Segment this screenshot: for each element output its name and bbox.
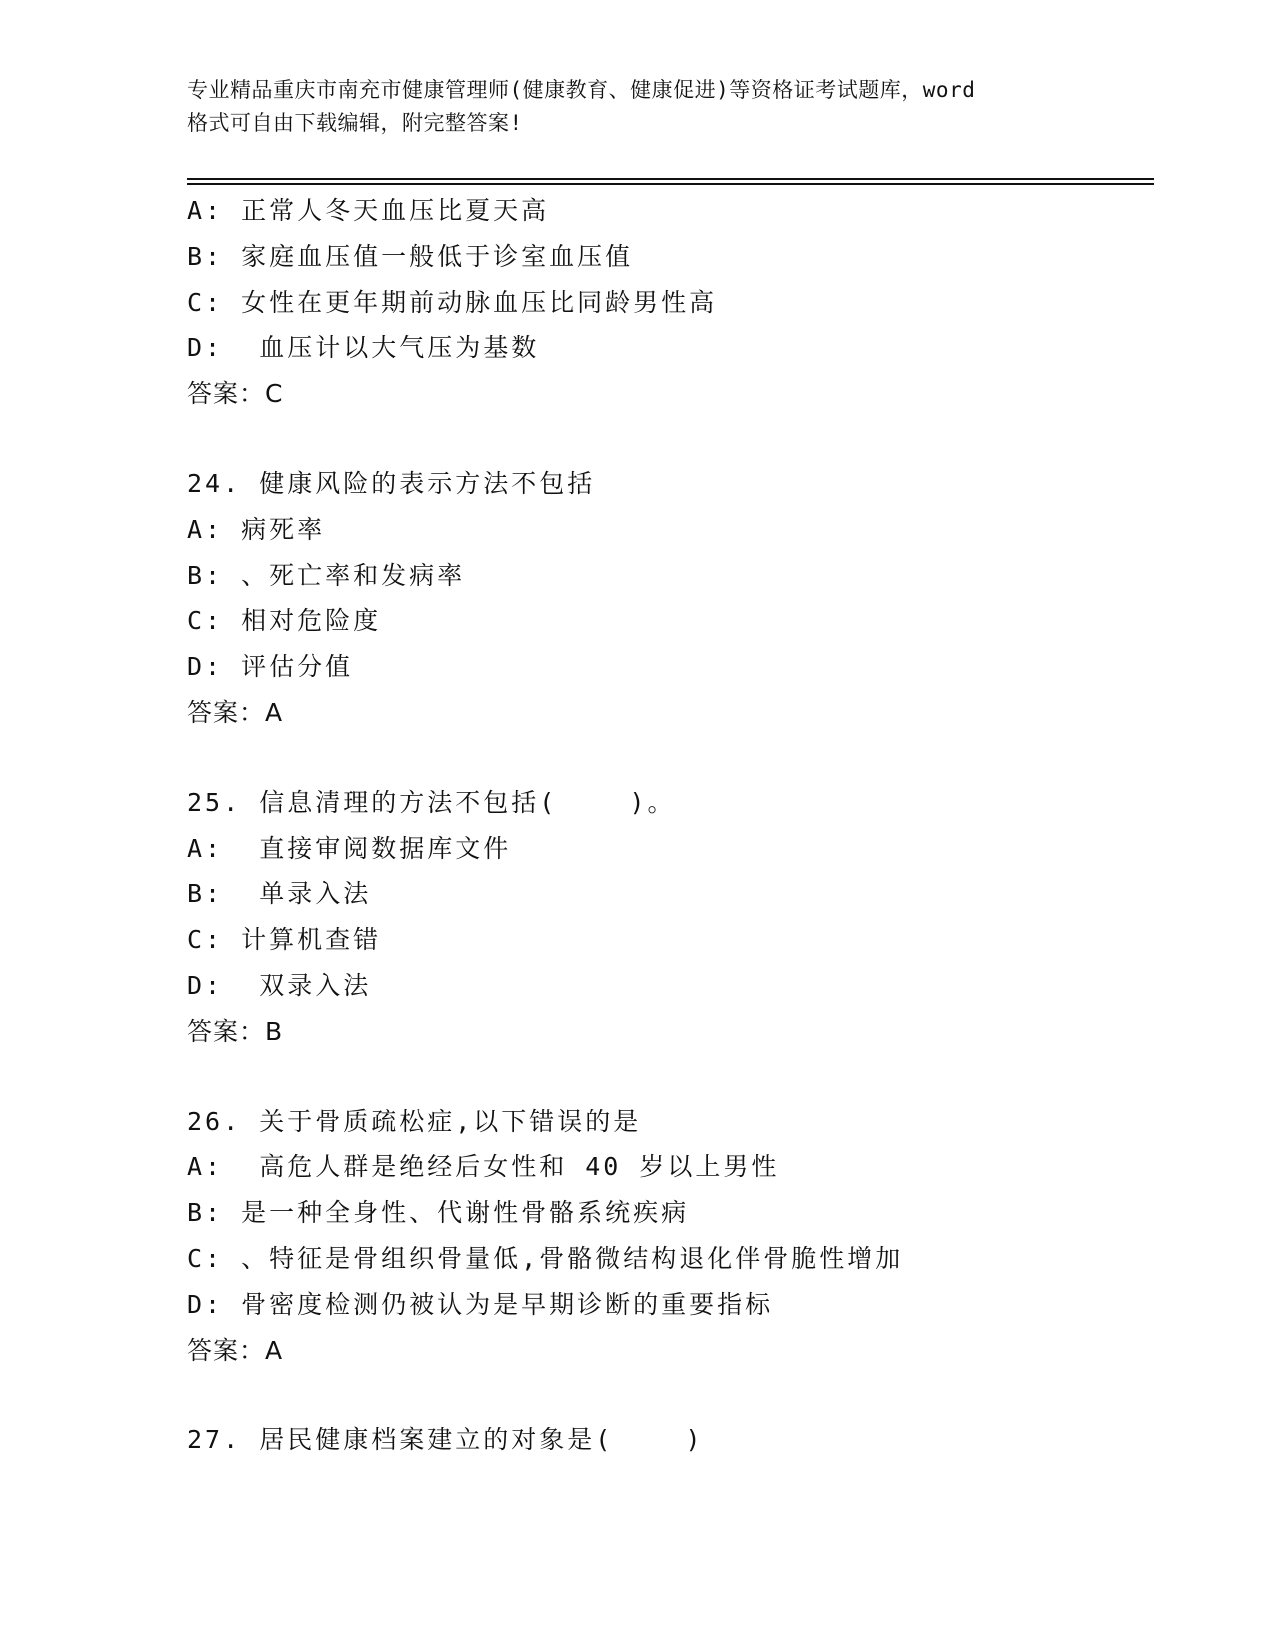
option-d: D: 骨密度检测仍被认为是早期诊断的重要指标 bbox=[187, 1289, 774, 1319]
question-24 bbox=[187, 461, 1157, 736]
document-header bbox=[187, 74, 1087, 140]
question-text: 27. 居民健康档案建立的对象是( ) bbox=[187, 1425, 704, 1455]
option-a: A: 直接审阅数据库文件 bbox=[187, 833, 512, 863]
option-d: D: 评估分值 bbox=[187, 652, 354, 682]
question-23 bbox=[187, 188, 1157, 417]
option-a: A: 高危人群是绝经后女性和 40 岁以上男性 bbox=[187, 1152, 780, 1182]
question-gap bbox=[187, 1373, 1157, 1417]
question-text: 26. 关于骨质疏松症,以下错误的是 bbox=[187, 1106, 642, 1136]
question-gap bbox=[187, 736, 1157, 780]
option-c: C: 女性在更年期前动脉血压比同龄男性高 bbox=[187, 287, 718, 317]
option-b: B: 、死亡率和发病率 bbox=[187, 560, 466, 590]
option-a: A: 正常人冬天血压比夏天高 bbox=[187, 196, 550, 225]
header-divider-top bbox=[187, 178, 1154, 180]
answer-line: 答案：A bbox=[187, 697, 284, 727]
answer-line: 答案：C bbox=[187, 379, 284, 409]
option-a: A: 病死率 bbox=[187, 514, 326, 544]
question-27 bbox=[187, 1417, 1157, 1463]
header-line-2: 格式可自由下载编辑，附完整答案! bbox=[187, 111, 523, 135]
question-text: 24. 健康风险的表示方法不包括 bbox=[187, 468, 596, 498]
question-26 bbox=[187, 1099, 1157, 1374]
question-gap bbox=[187, 417, 1157, 461]
option-d: D: 血压计以大气压为基数 bbox=[187, 333, 540, 363]
option-c: C: 、特征是骨组织骨量低,骨骼微结构退化伴骨脆性增加 bbox=[187, 1243, 904, 1273]
option-c: C: 相对危险度 bbox=[187, 606, 382, 636]
option-b: B: 单录入法 bbox=[187, 879, 372, 909]
answer-line: 答案：A bbox=[187, 1335, 284, 1365]
option-b: B: 是一种全身性、代谢性骨骼系统疾病 bbox=[187, 1198, 690, 1228]
option-c: C: 计算机查错 bbox=[187, 925, 382, 955]
question-25 bbox=[187, 780, 1157, 1055]
question-text: 25. 信息清理的方法不包括( )。 bbox=[187, 787, 676, 817]
question-list bbox=[187, 188, 1157, 1463]
header-line-1: 专业精品重庆市南充市健康管理师(健康教育、健康促进)等资格证考试题库，word bbox=[187, 78, 976, 102]
answer-line: 答案：B bbox=[187, 1016, 284, 1046]
question-gap bbox=[187, 1055, 1157, 1099]
header-divider-bottom bbox=[187, 183, 1154, 185]
option-d: D: 双录入法 bbox=[187, 970, 372, 1000]
option-b: B: 家庭血压值一般低于诊室血压值 bbox=[187, 241, 634, 271]
